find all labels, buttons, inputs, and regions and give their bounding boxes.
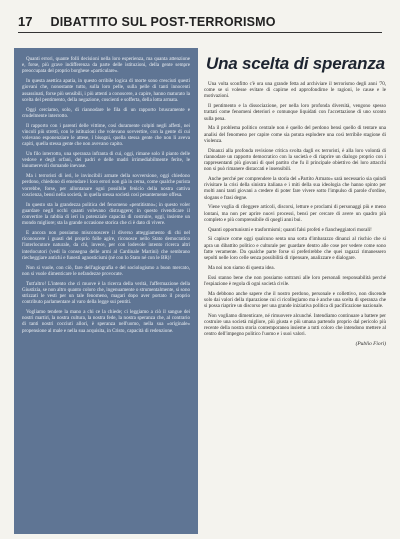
section-title: DIBATTITO SUL POST-TERRORISMO	[50, 15, 276, 29]
article-author: (Publio Fiori)	[355, 341, 386, 348]
left-paragraph: Non si vuole, con ciò, fare dell'agiografia e del sociologismo a buon mercato, non si vuole dimenticare le nefandezze provocate.	[22, 264, 190, 277]
right-paragraph: Non vogliamo dimenticare, né rimuovere alcunché. Intendiamo continuare a battere per costruire una società migliore, più giusta e più umana partendo proprio dal pericolo più recente della nostra storia contemporanea insieme a tutti coloro che intendono mettere al centro dell'impegno politico l'uomo e i suoi valori.	[204, 312, 386, 338]
right-paragraph: Viene voglia di rileggere articoli, discorsi, letture e proclami di personaggi più e meno lontani, ma non per aprire nuovi processi, bensì per cercare di avere un quadro più completo e più comprensibile di quegli anni bui.	[204, 204, 386, 223]
right-paragraph: Dinanzi alla profonda revisione critica svolta dagli ex terroristi, è alla loro volontà di riannodare un rapporto democratico con la società e di riaprire un dialogo proprio con i rappresentanti più giovani di quel partito che fu il principale obiettivo dei loro attacchi non si può rimanere distaccati e insensibili.	[204, 147, 386, 173]
left-paragraph: Un filo interrotto, una speranza infranta di cui, oggi, rimane solo il pianto delle vedove e degli orfani, dei padri e delle madri irrimediabilmente ferite, le innumerevoli domande inevase.	[22, 151, 190, 170]
right-paragraph: Essi stanno bene che non possiamo sottrarsi alle loro personali responsabilità perché l'espiazione è regola di ogni società civile.	[204, 274, 386, 287]
right-paragraph: Anche perché per comprendere la storia del «Partito Armato» sarà necessario sia quindi rivisitare la crisi della sinistra italiana e i miti della sua ideologia che hanno spinto per molti anni tanti giovani a credere di poter fare vivere sotto l'impulso di parole d'ordine, slogans e frasi degne.	[204, 176, 386, 201]
page-number: 17	[18, 14, 33, 29]
right-paragraph: Si capisce come oggi qualcuno senta una sorta d'imbarazzo dinanzi al rischio che si apra un dibattito politico e culturale per guardare dentro alle cose per vedere come sono fatte veramente. Da qualche parte forse si preferirebbe che quei ragazzi rimanessero sepolti nelle loro celle senza possibilità di ripensare, analizzare e dialogare.	[204, 236, 386, 262]
left-paragraph: Quanti errori, quante folli decisioni nella loro esperienza, ma quanta attenzione e, forse, più grave indifferenza da parte delle istituzioni, della gente sempre preoccupata del proprio borghese «particulare».	[22, 56, 190, 75]
right-paragraph: Ma debbono anche sapere che il nostro perdono, personale e collettivo, non discende solo dai valori della riparazione cui ci ricollegiamo ma è anche una scelta di speranza che si possa riaprire un discorso per una grande iniziativa politica di pacificazione nazionale.	[204, 290, 386, 310]
right-column	[204, 48, 386, 534]
left-paragraph: In questa asettica apatia, in questo orribile logica di morte sono cresciuti questi giovani che, nonostante tutto, sulla loro pelle, sulla pelle di tanti innocenti assassinati, forse più sensibili, i più attenti a conoscere, a capire, hanno maturato la scelta del pentimento, della negazione, coscienti e sofferta, della lotta armata.	[22, 78, 190, 103]
right-paragraph: Il pentimento e la dissociazione, per nella loro profonda diversità, vengono spesso trattati come fenomeni deteriori e comunque liquidati con l'accettazione di uno sconto sulla pena.	[204, 103, 386, 122]
left-paragraph: Il rapporto con i parenti delle vittime, così duramente colpiti negli affetti, nei vincoli più stretti, con le istituzioni che volevano sovvertire, con la gente di cui volevano esponenziare le attese, i bisogni, quella stessa gente che non li aveva capiti, quella stessa gente che non avevano capito.	[22, 122, 190, 148]
left-paragraph: In questo sta la grandezza politica del fenomeno «pentitismo»; in questo voler guardare negli occhi quanti volevano distruggere; in questo rivendicare il convertire la rabbia di ieri in potenziale capacità di costruire, oggi, insieme un mondo migliore; sta la grande occasione storica che ci è dato di vivere.	[22, 201, 190, 227]
right-paragraph: Ma noi non siamo di questa idea.	[208, 264, 275, 271]
left-column-boxed	[14, 48, 198, 534]
left-paragraph: Oggi cerciamo, solo, di riannodare le fila di un rapporto bruscamente e crudelmente interrotto.	[22, 106, 190, 119]
left-paragraph: Ma i terroristi di ieri, le invincibili armate della sovversione, oggi chiedono perdono, chiedono di emendare i loro errori non già in cerna, come qualche purista vorrebbe, forse, per allontanare ogni possibile fenicio della nostra cattiva coscienza, bensì nella società, in quella stessa società così pesantemente offesa.	[22, 173, 190, 198]
right-paragraph: Ma il problema politico centrale non è quello del perdono bensì quello di tentare una analisi del fenomeno per capire come sia potuta esplodere una così terribile stagione di violenza.	[204, 125, 386, 144]
right-paragraph: Quanti opportunismi e trasformismi; quanti falsi profeti e fiancheggiatori morali!	[208, 226, 372, 233]
right-paragraph: Una volta sconfitto c'è ora una grande fetta ad archiviare il terrorismo degli anni '70, come se si volesse evitare di capirne ed approfondirne le ragioni, le cause e le motivazioni.	[204, 81, 386, 100]
article-title: Una scelta di speranza	[206, 54, 385, 73]
left-paragraph: Vogliamo tendere la mano a chi ce la chiede; ci leggiamo a ciò il sangue dei nostri martiri, la nostra cultura, la nostra fede, la nostra speranza che, al contrario di tanti nostri cocciuti allori, è speranza nell'uomo, nella sua «originale» propensione al male e nella sua acquisita, in Cristo, capacità di redenzione.	[22, 309, 190, 334]
left-paragraph: Tutt'altro! L'intento che ci muove è la ricerca della verità, l'affermazione della Giustizia, se non altro quanto coloro che, ingenuamente o strumentalmente, si sono strizzati le vesti per un tale fenomeno, magari dopo aver portato il proprio contributo parlamentare al varo della legge sui pentiti.	[22, 280, 190, 306]
page-header	[18, 14, 382, 33]
left-paragraph: E ancora non possiamo misconoscere il diverso atteggiamento di chi nel riconoscere i guasti del proprio folle agire, riconosce nello Stato democratico l'interlocutore naturale, da chi, invece, per con lodevole intento ricerca altri interlocutori (vedi la consegna delle armi al Cardinale Martini) che sembrano riecheggiare antichi e funesti agnosticismi (né con lo Stato né con le BR)!	[22, 230, 190, 261]
